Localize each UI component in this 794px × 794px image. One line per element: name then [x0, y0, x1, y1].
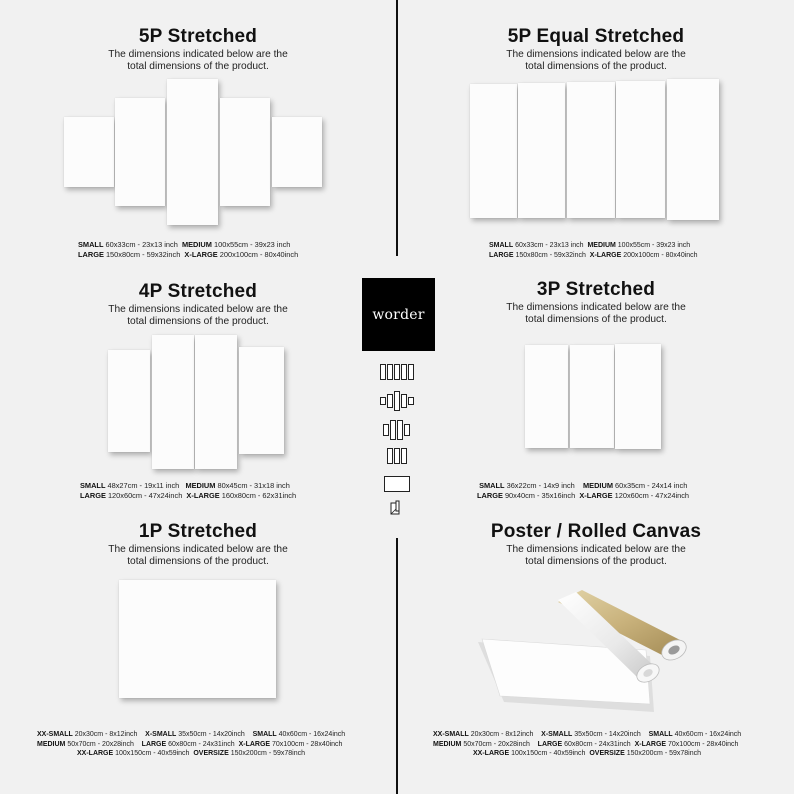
canvas-panel [615, 344, 661, 449]
size-label: XX-SMALL [433, 731, 469, 738]
size-label: LARGE [537, 740, 563, 748]
size-value: 200x100cm - 80x40inch [623, 251, 698, 259]
size-value: 100x55cm - 39x23 inch [617, 242, 691, 249]
canvas-panel [115, 98, 165, 206]
size-value: 150x200cm - 59x78inch [626, 750, 702, 757]
size-label: MEDIUM [583, 481, 613, 490]
section-5p-equal-header [398, 26, 794, 73]
size-label: SMALL [479, 481, 505, 490]
canvas-panel [616, 81, 665, 218]
size-list-1p [37, 730, 345, 759]
size-label: X-LARGE [184, 249, 218, 259]
size-value: 90x40cm - 35x16inch [504, 490, 576, 500]
size-label: SMALL [78, 240, 104, 249]
section-title: Poster / Rolled Canvas [490, 521, 702, 542]
section-description: The dimensions indicated below are the total dimensions of the product. [108, 304, 288, 327]
size-value: 40x60cm - 16x24inch [278, 731, 346, 738]
size-value: 60x33cm - 23x13 inch [105, 240, 178, 249]
canvas-panel [525, 345, 568, 448]
section-3p-stretched-header [398, 279, 794, 326]
section-title: 5P Stretched [138, 26, 258, 47]
size-value: 60x80cm - 24x31inch [564, 740, 631, 748]
size-label: X-LARGE [579, 490, 613, 500]
rolled-canvas-icon [389, 500, 403, 516]
section-poster-header [398, 521, 794, 568]
size-value: 50x70cm - 20x28inch [67, 740, 134, 748]
5p-equal-layout-icon [380, 363, 414, 381]
size-value: 100x55cm - 39x23 inch [213, 240, 291, 249]
size-value: 120x60cm - 47x24inch [614, 490, 690, 500]
size-label: OVERSIZE [589, 750, 625, 757]
section-title: 5P Equal Stretched [507, 26, 685, 47]
canvas-panel [272, 117, 322, 187]
section-description: The dimensions indicated below are the total dimensions of the product. [108, 49, 288, 72]
canvas-panel [567, 82, 615, 218]
size-label: SMALL [80, 481, 106, 490]
section-description: The dimensions indicated below are the total dimensions of the product. [506, 544, 686, 567]
logo-text: worder [372, 306, 425, 323]
size-value: 100x150cm - 40x59inch [115, 750, 190, 757]
canvas-panel [470, 84, 517, 218]
size-label: MEDIUM [185, 481, 216, 490]
size-value: 20x30cm - 8x12inch [74, 731, 138, 738]
size-value: 150x80cm - 59x32inch [105, 249, 181, 259]
size-value: 50x70cm - 20x28inch [463, 740, 530, 748]
size-value: 150x80cm - 59x32inch [515, 251, 586, 259]
size-label: XX-LARGE [473, 750, 510, 757]
5p-layout-icon [380, 391, 414, 411]
size-value: 35x50cm - 14x20inch [178, 731, 245, 738]
size-list-5p [78, 240, 298, 259]
size-value: 35x50cm - 14x20inch [574, 731, 641, 738]
size-label: SMALL [648, 731, 673, 738]
size-value: 160x80cm - 62x31inch [221, 490, 297, 500]
size-label: SMALL [252, 731, 277, 738]
canvas-panel [220, 98, 270, 206]
size-label: LARGE [477, 490, 503, 500]
section-title: 3P Stretched [536, 279, 656, 300]
size-label: X-SMALL [145, 731, 177, 738]
size-value: 150x200cm - 59x78inch [230, 750, 306, 757]
size-value: 20x30cm - 8x12inch [470, 731, 534, 738]
size-value: 60x35cm - 24x14 inch [615, 481, 688, 490]
canvas-panel [239, 347, 284, 454]
1p-layout-icon [384, 476, 410, 492]
size-label: LARGE [80, 490, 106, 500]
size-label: LARGE [78, 249, 104, 259]
size-label: XX-LARGE [77, 750, 114, 757]
size-label: SMALL [489, 242, 514, 249]
size-value: 60x80cm - 24x31inch [168, 740, 235, 748]
canvas-1p-stretched [119, 580, 276, 698]
canvas-panel [195, 335, 237, 469]
size-label: X-LARGE [238, 740, 271, 748]
size-label: LARGE [489, 251, 514, 259]
size-value: 36x22cm - 14x9 inch [506, 481, 575, 490]
size-list-4p [80, 481, 296, 500]
size-label: X-LARGE [634, 740, 667, 748]
section-title: 4P Stretched [138, 281, 258, 302]
size-label: LARGE [141, 740, 167, 748]
size-label: X-LARGE [589, 251, 622, 259]
size-label: XX-SMALL [37, 731, 73, 738]
size-list-3p [477, 481, 689, 500]
canvas-panel [570, 345, 614, 448]
size-label: MEDIUM [433, 740, 462, 748]
canvas-panel [152, 335, 194, 469]
4p-layout-icon [383, 420, 411, 440]
section-1p-stretched-header [0, 521, 396, 568]
worder-logo [362, 278, 435, 351]
size-value: 70x100cm - 28x40inch [668, 740, 739, 748]
size-label: MEDIUM [37, 740, 66, 748]
canvas-panel [667, 79, 719, 220]
size-value: 70x100cm - 28x40inch [272, 740, 343, 748]
size-value: 100x150cm - 40x59inch [511, 750, 586, 757]
size-label: X-SMALL [541, 731, 573, 738]
size-value: 200x100cm - 80x40inch [219, 249, 299, 259]
section-description: The dimensions indicated below are the total dimensions of the product. [108, 544, 288, 567]
size-label: OVERSIZE [193, 750, 229, 757]
canvas-panel [518, 83, 565, 218]
rolled-canvas-illustration [478, 584, 718, 714]
size-list-5p-equal [489, 241, 698, 260]
size-list-poster [433, 730, 741, 759]
size-label: MEDIUM [587, 242, 616, 249]
section-description: The dimensions indicated below are the total dimensions of the product. [506, 49, 686, 72]
3p-layout-icon [387, 448, 407, 464]
section-5p-stretched-header [0, 26, 396, 73]
section-description: The dimensions indicated below are the total dimensions of the product. [506, 302, 686, 325]
size-value: 80x45cm - 31x18 inch [217, 481, 290, 490]
section-4p-stretched-header [0, 281, 396, 328]
size-label: MEDIUM [181, 240, 212, 249]
center-divider-bottom [396, 538, 398, 794]
canvas-panel [167, 79, 218, 225]
size-label: X-LARGE [186, 490, 220, 500]
canvas-panel [108, 350, 150, 452]
section-title: 1P Stretched [138, 521, 258, 542]
size-value: 60x33cm - 23x13 inch [515, 242, 584, 249]
size-value: 48x27cm - 19x11 inch [107, 481, 180, 490]
canvas-panel [64, 117, 114, 187]
size-value: 120x60cm - 47x24inch [107, 490, 183, 500]
size-value: 40x60cm - 16x24inch [674, 731, 742, 738]
